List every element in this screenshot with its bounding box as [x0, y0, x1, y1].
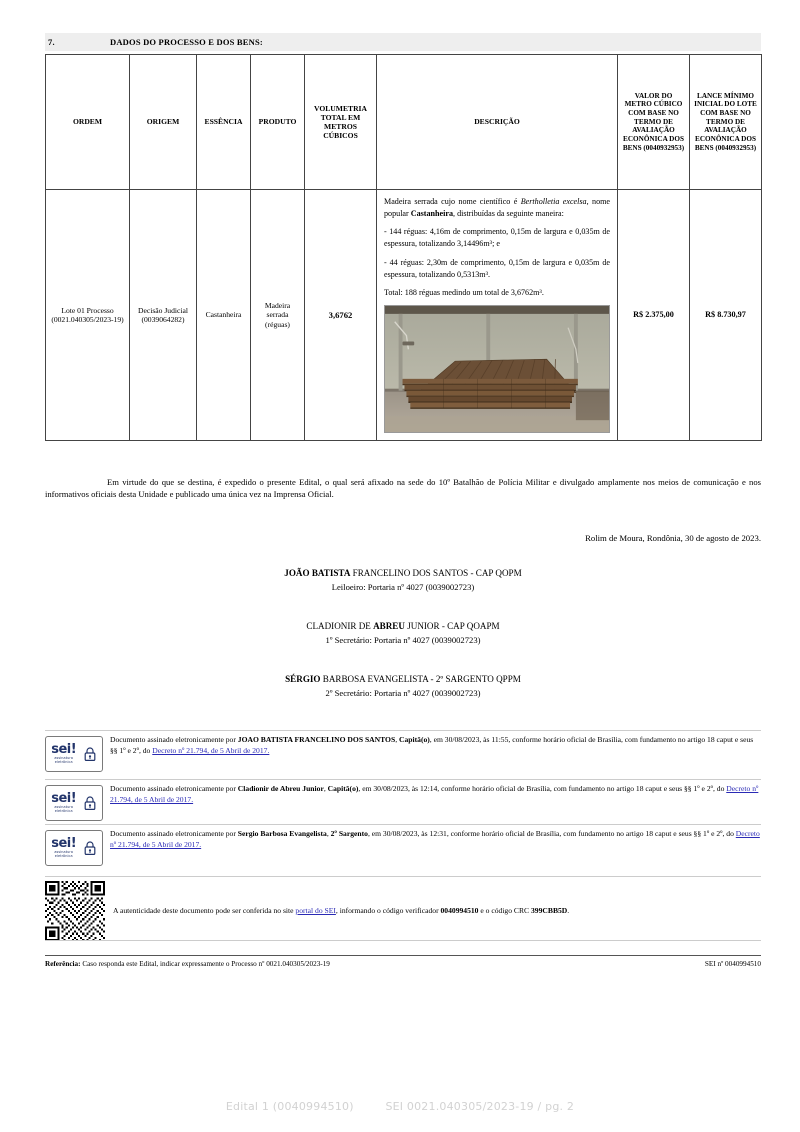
signature-block-primeiro-secretario [45, 620, 761, 647]
column-header-essencia: ESSÊNCIA [197, 55, 251, 190]
sei-logo-subtitle [54, 757, 73, 765]
description-paragraph-2: - 144 réguas: 4,16m de comprimento, 0,15m de largura e 0,035m de espessura, totalizando 3,14496m³; e [384, 227, 610, 249]
signature-block-leiloeiro [45, 567, 761, 594]
sei-wordmark [51, 837, 76, 859]
section-header [45, 33, 761, 51]
decreto-link[interactable]: Decreto nº 21.794, de 5 Abril de 2017. [110, 784, 759, 804]
cell-ordem: Lote 01 Processo (0021.040305/2023-19) [46, 190, 130, 441]
authenticity-text [105, 906, 761, 917]
sei-logo-text: sei! [51, 791, 77, 807]
sei-signer-rank: Capitã(o) [399, 735, 430, 744]
column-header-origem: ORIGEM [130, 55, 197, 190]
signatory-name [45, 567, 761, 581]
sei-sub-line2: eletrônica [54, 760, 73, 764]
photo-graphic [385, 306, 609, 432]
goods-table [45, 54, 762, 441]
sei-middle-text: , em 30/08/2023, às 12:31, conforme horário oficial de Brasília, com fundamento no artigo 18 caput e seus §§ 1º e 2º, do [367, 829, 736, 838]
authenticity-part1: A autenticidade deste documento pode ser conferida no site [113, 905, 296, 915]
sei-prefix: Documento assinado eletronicamente por [110, 784, 238, 793]
signatory-name-rest: JUNIOR - CAP QOAPM [404, 621, 500, 631]
sei-sub-line2: eletrônica [54, 854, 73, 858]
signatory-role: 2º Secretário: Portaria nº 4027 (0039002723) [325, 687, 481, 698]
reference-label: Referência: [45, 960, 81, 968]
column-header-volumetria: VOLUMETRIA TOTAL EM METROS CÚBICOS [305, 55, 377, 190]
authenticity-divider [45, 940, 761, 941]
column-header-descricao: DESCRIÇÃO [377, 55, 618, 190]
cell-volumetria: 3,6762 [305, 190, 377, 441]
qr-code-graphic [45, 881, 105, 941]
crc-code: 399CBB5D [531, 905, 568, 915]
section-number: 7. [48, 37, 55, 47]
cell-descricao [377, 190, 618, 441]
sei-signature-text [103, 829, 761, 851]
sei-sub-line1: assinatura [54, 756, 74, 761]
desc-text-c: , distribuídas da seguinte maneira: [453, 208, 564, 218]
lock-icon [83, 746, 97, 762]
qr-code [45, 881, 105, 941]
signatory-name-rest: BARBOSA EVANGELISTA - 2º SARGENTO QPPM [320, 674, 521, 684]
popular-name: Castanheira [410, 208, 454, 218]
wood-planks-photo [384, 305, 610, 433]
description-paragraph-3: - 44 réguas: 2,30m de comprimento, 0,15m de largura e 0,035m de espessura, totalizando 0,5313m³. [384, 257, 610, 279]
column-header-ordem: ORDEM [46, 55, 130, 190]
sei-separator: , [326, 829, 331, 838]
sei-signature-text [103, 735, 761, 757]
signatory-name-rest: FRANCELINO DOS SANTOS - CAP QOPM [350, 568, 522, 578]
sei-logo [45, 736, 103, 772]
sei-sub-line1: assinatura [54, 850, 74, 855]
sei-signature-row [45, 824, 761, 866]
sei-logo-subtitle [54, 851, 73, 859]
sei-logo-subtitle [54, 806, 73, 814]
signatory-name-bold: SÉRGIO [285, 674, 321, 684]
sei-signature-row [45, 779, 761, 821]
sei-signer-name: JOAO BATISTA FRANCELINO DOS SANTOS [237, 735, 396, 744]
table-row [46, 190, 762, 441]
place-and-date: Rolim de Moura, Rondônia, 30 de agosto de 2023. [585, 533, 761, 543]
closing-paragraph: Em virtude do que se destina, é expedido o presente Edital, o qual será afixado na sede do 10º Batalhão de Polícia Militar e divulgado amplamente nos meios de comunicação e nos informativos oficiais desta Unidade e publicado uma única vez na Imprensa Oficial. [45, 477, 761, 500]
authenticity-row [45, 876, 761, 941]
sei-prefix: Documento assinado eletronicamente por [110, 735, 238, 744]
sei-middle-text: , em 30/08/2023, às 11:55, conforme horário oficial de Brasília, com fundamento no artigo 18 caput e seus §§ 1º e 2º, do [110, 735, 754, 755]
sei-wordmark [51, 792, 76, 814]
column-header-valor-metro-cubico: VALOR DO METRO CÚBICO COM BASE NO TERMO DE AVALIAÇÃO ECONÔNICA DOS BENS (0040932953) [618, 55, 690, 190]
page-footer [0, 1100, 800, 1113]
cell-valor-metro-cubico: R$ 2.375,00 [618, 190, 690, 441]
sei-sub-line1: assinatura [54, 805, 74, 810]
decreto-link[interactable]: Decreto nº 21.794, de 5 Abril de 2017. [110, 829, 760, 849]
sei-logo-text: sei! [51, 742, 77, 758]
sei-signer-name: Sergio Barbosa Evangelista [237, 829, 327, 838]
authenticity-part2: , informando o código verificador [335, 905, 441, 915]
sei-signer-rank: 2º Sargento [330, 829, 368, 838]
table-header-row [46, 55, 762, 190]
section-title: DADOS DO PROCESSO E DOS BENS: [110, 37, 263, 47]
column-header-lance-minimo: LANCE MÍNIMO INICIAL DO LOTE COM BASE NO TERMO DE AVALIAÇÃO ECONÔNICA DOS BENS (0040932953) [690, 55, 762, 190]
column-header-produto: PRODUTO [251, 55, 305, 190]
sei-wordmark [51, 743, 76, 765]
sei-logo [45, 830, 103, 866]
signatory-name-bold: ABREU [373, 621, 405, 631]
cell-origem: Decisão Judicial (0039064282) [130, 190, 197, 441]
sei-signature-text [103, 784, 761, 806]
description-total: Total: 188 réguas medindo um total de 3,6762m³. [384, 288, 544, 298]
signatory-name-bold: JOÃO BATISTA [284, 568, 351, 578]
sei-signer-name: Cladionir de Abreu Junior [237, 784, 324, 793]
cell-produto: Madeira serrada (réguas) [251, 190, 305, 441]
sei-middle-text: , em 30/08/2023, às 12:14, conforme horário oficial de Brasília, com fundamento no artigo 18 caput e seus §§ 1º e 2º, do [358, 784, 727, 793]
reference-left [45, 960, 330, 968]
signatory-name [45, 673, 761, 687]
sei-separator: , [395, 735, 399, 744]
cell-lance-minimo: R$ 8.730,97 [690, 190, 762, 441]
description-paragraph-1 [384, 196, 610, 219]
footer-sei-label: SEI 0021.040305/2023-19 / pg. 2 [385, 1100, 575, 1113]
sei-prefix: Documento assinado eletronicamente por [110, 829, 238, 838]
sei-separator: , [323, 784, 328, 793]
reference-footer [45, 955, 761, 968]
sei-sub-line2: eletrônica [54, 809, 73, 813]
authenticity-part3: e o código CRC [478, 905, 531, 915]
verifier-code: 0040994510 [440, 905, 479, 915]
signatory-name-pre: CLADIONIR DE [306, 621, 374, 631]
sei-signature-row [45, 730, 761, 772]
signature-block-segundo-secretario [45, 673, 761, 700]
authenticity-part4: . [567, 905, 570, 915]
lock-icon [83, 795, 97, 811]
cell-essencia: Castanheira [197, 190, 251, 441]
decreto-link[interactable]: Decreto nº 21.794, de 5 Abril de 2017. [152, 745, 270, 755]
signatory-role: 1º Secretário: Portaria nº 4027 (0039002723) [325, 634, 481, 645]
footer-document-label: Edital 1 (0040994510) [225, 1100, 354, 1113]
signatory-role: Leiloeiro: Portaria nº 4027 (0039002723) [331, 581, 475, 592]
signatory-name [45, 620, 761, 634]
reference-right: SEI nº 0040994510 [704, 960, 761, 968]
sei-logo [45, 785, 103, 821]
sei-logo-text: sei! [51, 836, 77, 852]
sei-signer-rank: Capitã(o) [327, 784, 359, 793]
desc-text-a: Madeira serrada cujo nome científico é [384, 197, 521, 206]
scientific-name: Bertholletia excelsa [520, 197, 587, 206]
lock-icon [83, 840, 97, 856]
reference-text: Caso responda este Edital, indicar expressamente o Processo nº 0021.040305/2023-19 [80, 960, 330, 968]
portal-sei-link[interactable]: portal do SEI [295, 905, 336, 915]
desc-text-b: , nome popular [384, 197, 611, 218]
